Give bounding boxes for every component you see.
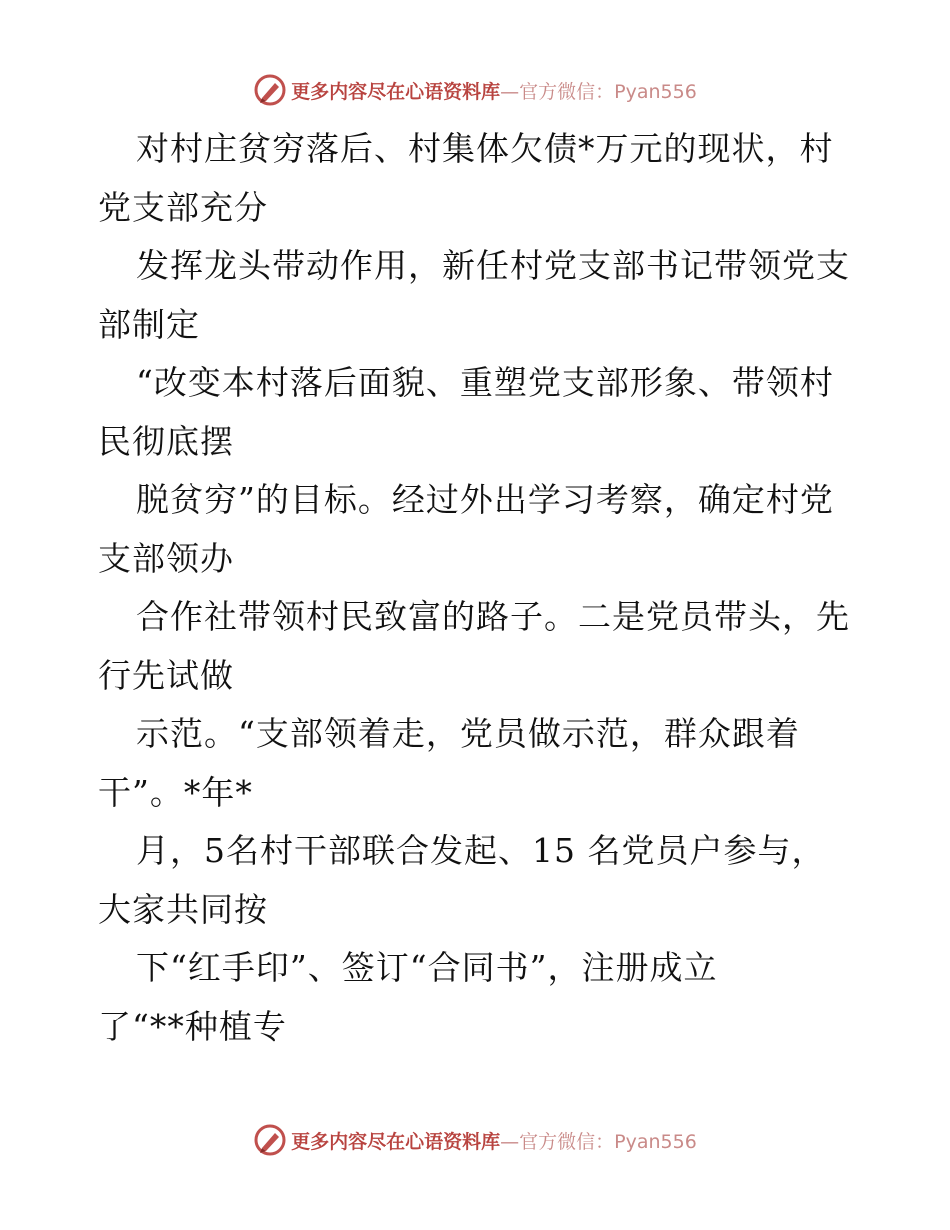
body-line: 部制定 bbox=[98, 304, 200, 344]
red-pen-emblem-icon bbox=[253, 1123, 287, 1157]
header-banner-text bbox=[291, 77, 697, 104]
body-line: 合作社带领村民致富的路子。二是党员带头，先 bbox=[136, 597, 850, 636]
body-line: 干”。*年* bbox=[98, 772, 253, 812]
body-line: 大家共同按 bbox=[98, 889, 268, 929]
body-line: 下“红手印”、签订“合同书”，注册成立 bbox=[136, 948, 718, 987]
body-line: 发挥龙头带动作用，新任村党支部书记带领党支 bbox=[136, 246, 850, 285]
header-banner-wechat: —官方微信：Pyan556 bbox=[500, 80, 697, 103]
header-banner bbox=[0, 70, 950, 110]
footer-banner-title: 更多内容尽在心语资料库 bbox=[291, 1130, 501, 1153]
body-line: 示范。“支部领着走，党员做示范，群众跟着 bbox=[136, 714, 800, 753]
red-pen-emblem-icon bbox=[253, 73, 287, 107]
body-line: 党支部充分 bbox=[98, 187, 268, 227]
body-line: 行先试做 bbox=[98, 655, 234, 695]
body-line: 了“**种植专 bbox=[98, 1006, 287, 1046]
header-banner-title: 更多内容尽在心语资料库 bbox=[291, 80, 501, 103]
body-line: “改变本村落后面貌、重塑党支部形象、带领村 bbox=[136, 363, 834, 402]
footer-banner-text bbox=[291, 1127, 697, 1154]
document-body bbox=[98, 120, 858, 1056]
footer-banner bbox=[0, 1120, 950, 1160]
body-line: 民彻底摆 bbox=[98, 421, 234, 461]
body-line: 月，5名村干部联合发起、15 名党员户参与， bbox=[136, 831, 826, 870]
body-line: 支部领办 bbox=[98, 538, 234, 578]
footer-banner-wechat: —官方微信：Pyan556 bbox=[500, 1130, 697, 1153]
body-line: 脱贫穷”的目标。经过外出学习考察，确定村党 bbox=[136, 480, 834, 519]
body-line: 对村庄贫穷落后、村集体欠债*万元的现状，村 bbox=[136, 129, 834, 168]
